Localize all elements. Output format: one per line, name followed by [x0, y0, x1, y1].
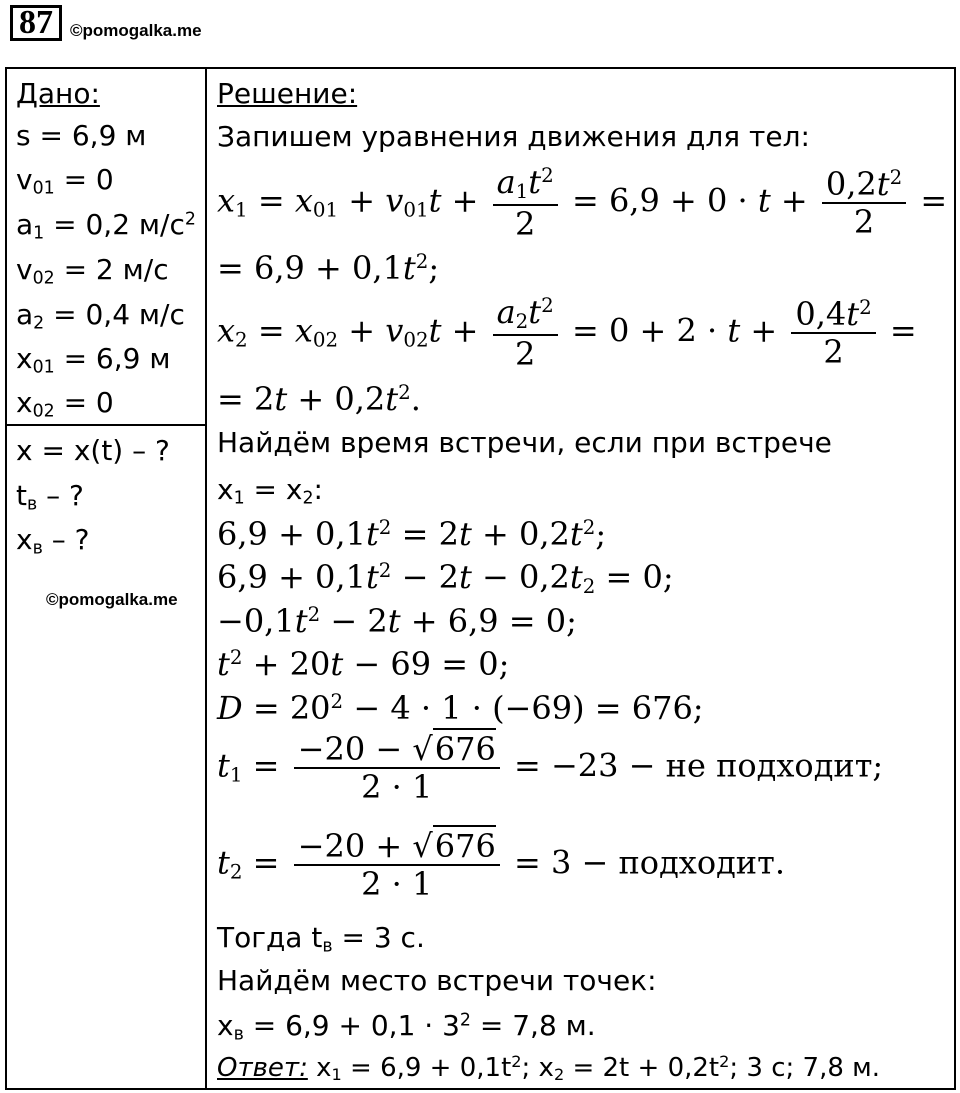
solution-intro: Запишем уравнения движения для тел:: [217, 120, 810, 153]
column-divider: [205, 67, 207, 1090]
watermark-given: ©pomogalka.me: [46, 590, 178, 609]
task-number: 87: [10, 5, 62, 41]
find-item: $x_в$ – ?: [16, 523, 90, 559]
step-discriminant: $D = 20^2 - 4 \cdot 1 \cdot (-69) = 676$;: [217, 689, 704, 727]
given-item: $v_{02} = 2$ м/с: [16, 253, 169, 289]
given-item: $v_{01} = 0$: [16, 163, 114, 199]
place-text: Найдём место встречи точек:: [217, 964, 657, 997]
watermark-top: ©pomogalka.me: [70, 21, 202, 40]
equation-x1: $x_1 = x_{01} + v_{01}t$ + $\frac{a_1t^2}{2}$ = 6,9 + 0 · t + $\frac{0,2t^2}{2}$ =: [217, 163, 948, 243]
given-title: Дано:: [16, 77, 100, 110]
step-1: $6,9 + 0,1t^2 = 2t + 0,2t^2$;: [217, 515, 607, 553]
then-text: Тогда $t_в = 3$ с.: [217, 921, 425, 957]
root-t1: $t_1$ = $\frac{-20 - √676}{2 \cdot 1}$ = −23 − не подходит;: [217, 730, 884, 806]
given-item: $a_1 = 0,2$ $м/с^2$: [16, 208, 196, 244]
given-find-divider: [5, 424, 207, 426]
given-item: $x_{02} = 0$: [16, 386, 114, 422]
place-calc: $x_в = 6,9 + 0,1 \cdot 3^2 = 7,8$ м.: [217, 1009, 596, 1045]
find-item: $t_в$ – ?: [16, 479, 84, 515]
answer: Ответ: $x_1 = 6,9 + 0,1t^2$; $x_2 = 2t + 0,2t^2$; 3 с; 7,8 м.: [217, 1052, 881, 1084]
equation-x2: $x_2 = x_{02} + v_{02}t$ + $\frac{a_2t^2}{2}$ = 0 + 2 · t + $\frac{0,4t^2}{2}$ =: [217, 293, 917, 373]
meet-text: Найдём время встречи, если при встрече: [217, 426, 832, 459]
root-t2: $t_2$ = $\frac{-20 + √676}{2 \cdot 1}$ = 3 − подходит.: [217, 827, 785, 903]
root2-verdict: подходит.: [618, 843, 785, 882]
step-2: $6,9 + 0,1t^2 - 2t - 0,2t_2 = 0$;: [217, 558, 674, 598]
answer-label: Ответ:: [217, 1052, 308, 1083]
root1-verdict: не подходит;: [665, 746, 884, 785]
equation-x1-result: = $6,9 + 0,1t^2$;: [217, 249, 440, 287]
given-item: s = 6,9 м: [16, 119, 147, 152]
step-4: $t^2 + 20t - 69 = 0$;: [217, 645, 510, 683]
find-item: x = x(t) – ?: [16, 434, 170, 467]
meet-condition: $x_1 = x_2$:: [217, 473, 323, 509]
given-item: $a_2 = 0,4$ м/с: [16, 298, 185, 334]
given-item: $x_{01} = 6,9$ м: [16, 342, 171, 378]
solution-title: Решение:: [217, 77, 358, 110]
step-3: $-0,1t^2 - 2t + 6,9 = 0$;: [217, 602, 577, 640]
equation-x2-result: = $2t + 0,2t^2$.: [217, 380, 421, 418]
